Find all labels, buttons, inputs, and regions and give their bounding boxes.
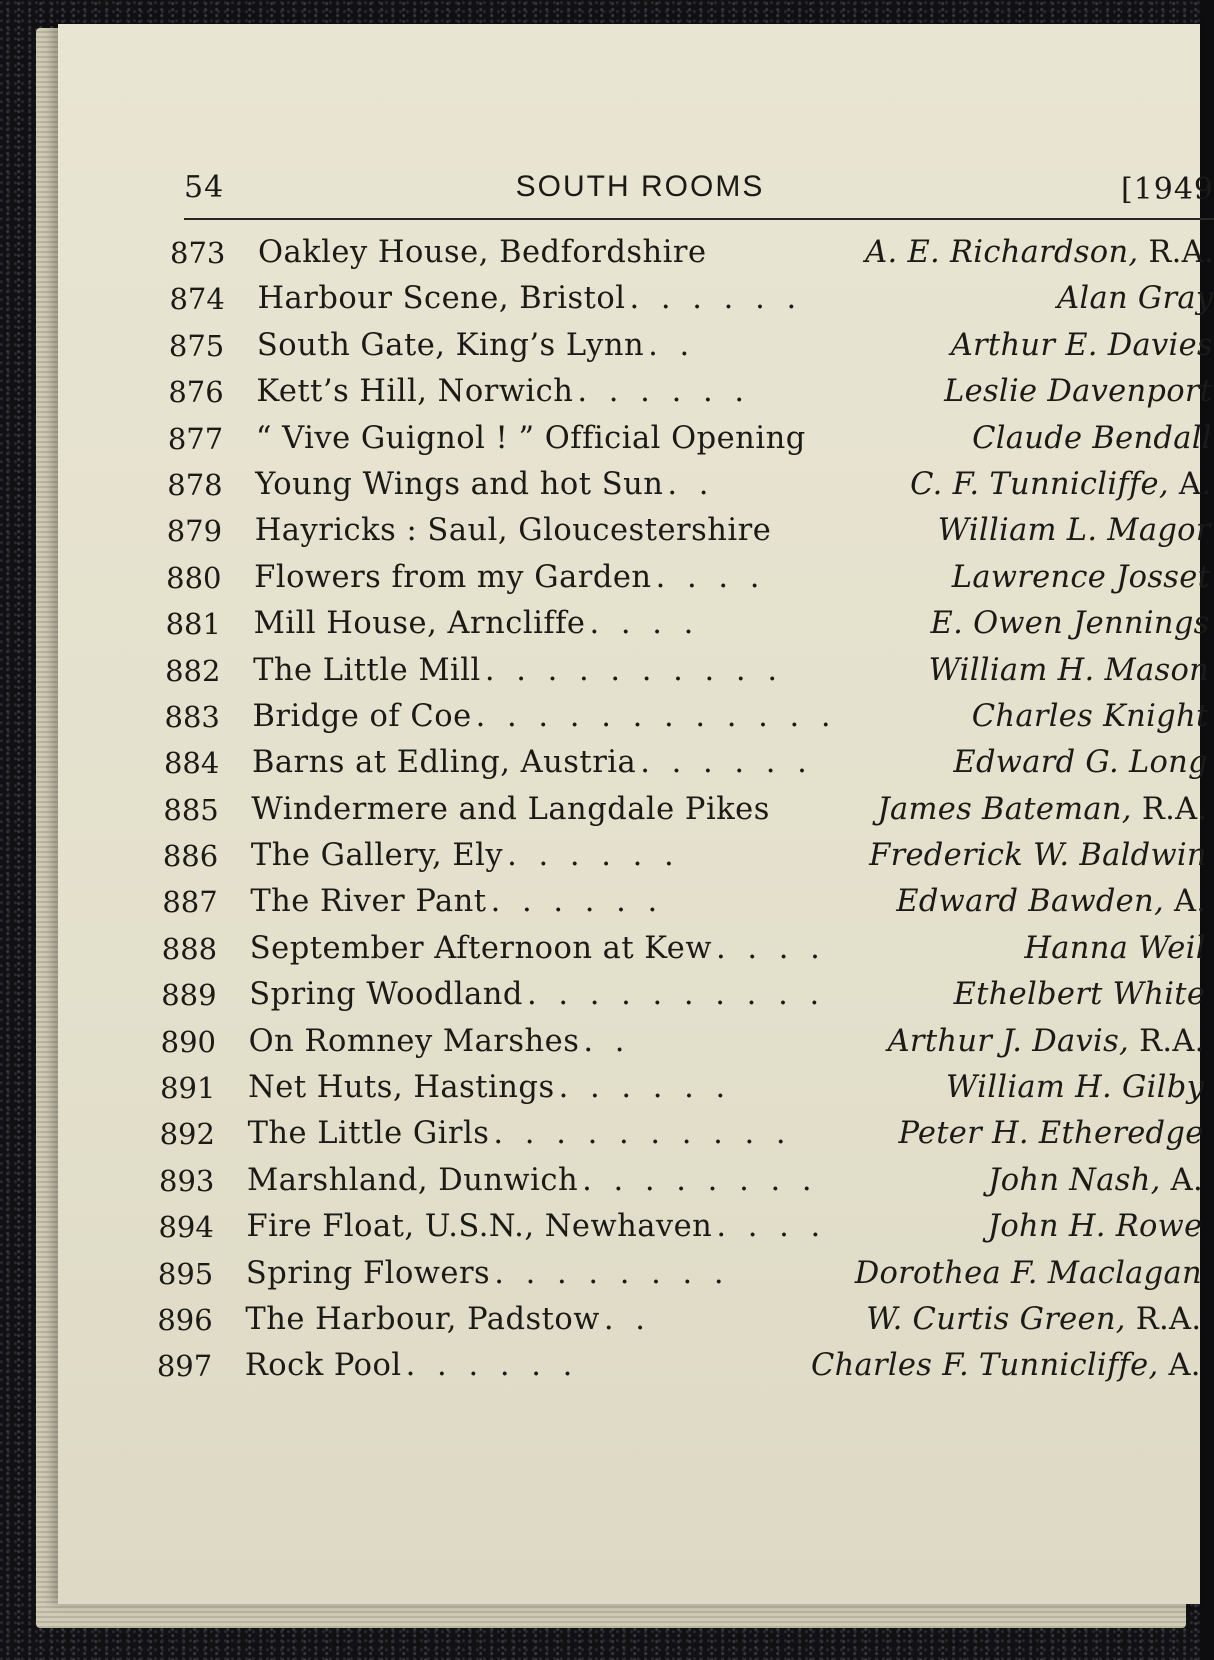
entry-artist <box>944 369 1212 415</box>
entry-artist-name: Ethelbert White <box>953 977 1206 1013</box>
entry-artist-name: Hanna Weil <box>1024 930 1206 966</box>
entry-artist-name: Lawrence Josset <box>951 559 1211 595</box>
catalogue-entry <box>160 1065 1204 1111</box>
entry-artist <box>946 1065 1204 1111</box>
entry-artist-name: James Bateman, <box>877 791 1132 827</box>
entry-leader-dots: . . . . <box>716 1209 827 1245</box>
entry-title-text: Barns at Edling, Austria <box>251 745 637 781</box>
catalogue-entry <box>164 740 1208 786</box>
catalogue-entry <box>158 1204 1202 1250</box>
entry-number: 880 <box>166 560 222 595</box>
entry-artist <box>954 972 1206 1018</box>
entry-title-text: Marshland, Dunwich <box>247 1162 579 1198</box>
entry-leader-dots: . . . . . . <box>405 1348 579 1384</box>
catalogue-entry <box>163 787 1207 833</box>
entry-leader-dots: . . . . . . . . . . . . <box>475 698 837 734</box>
entry-leader-dots: . . . . . . . . . . <box>526 977 826 1013</box>
entry-honour: A. <box>1173 884 1207 920</box>
catalogue-entry <box>170 230 1214 276</box>
entry-title-text: September Afternoon at Kew <box>249 930 712 966</box>
entry-title-text: Flowers from my Garden <box>254 559 652 595</box>
entry-number: 877 <box>167 421 224 456</box>
entry-artist-name: Alan Gray <box>1057 281 1214 317</box>
entry-title <box>247 1158 818 1204</box>
entry-leader-dots: . . . . <box>655 559 766 595</box>
entry-artist <box>855 1251 1202 1297</box>
entry-number: 895 <box>157 1256 214 1291</box>
entry-title-text: On Romney Marshes <box>248 1023 580 1059</box>
entry-title <box>258 230 711 276</box>
catalogue-entry <box>165 694 1209 740</box>
entry-honour: R.A. <box>1148 235 1214 270</box>
entry-title-text: The Harbour, Padstow <box>245 1301 600 1337</box>
catalogue-entry <box>169 276 1213 322</box>
entry-artist <box>898 1111 1203 1157</box>
entry-title-text: Hayricks : Saul, Gloucestershire <box>254 513 772 549</box>
entry-artist-name: Frederick W. Baldwin <box>869 838 1207 874</box>
entry-leader-dots: . . <box>603 1301 651 1337</box>
catalogue-entry <box>169 323 1213 369</box>
entry-title-text: Windermere and Langdale Pikes <box>251 791 770 827</box>
entry-number: 879 <box>166 514 223 549</box>
running-title: SOUTH ROOMS <box>515 170 765 203</box>
entry-number: 873 <box>170 236 226 270</box>
entry-leader-dots: . . . . . . . . <box>494 1255 730 1291</box>
entry-title <box>253 648 783 694</box>
entry-title <box>249 972 825 1018</box>
entry-number: 874 <box>169 282 225 317</box>
entry-title <box>257 276 802 322</box>
catalogue-entry <box>163 833 1207 879</box>
catalogue-entry <box>160 1111 1204 1157</box>
entry-artist-name: Dorothea F. Maclagan <box>854 1255 1202 1291</box>
entry-number: 888 <box>161 931 218 966</box>
entry-title-text: Bridge of Coe <box>252 698 472 734</box>
entry-artist-name: E. Owen Jennings <box>930 606 1210 642</box>
entry-honour: R.A. <box>1135 1301 1202 1337</box>
catalogue-entry <box>165 648 1209 694</box>
entry-artist-name: Edward Bawden, <box>896 884 1164 920</box>
entry-leader-dots: . . <box>667 466 715 502</box>
entry-number: 896 <box>157 1302 213 1337</box>
entry-artist-name: Charles F. Tunnicliffe, <box>810 1348 1159 1384</box>
entry-artist <box>865 230 1214 276</box>
entry-artist <box>953 740 1208 786</box>
entry-title <box>254 601 700 647</box>
entry-title <box>254 555 765 601</box>
catalogue-entry <box>161 972 1205 1018</box>
entry-honour: R.A. <box>1141 791 1208 827</box>
entry-title-text: Fire Float, U.S.N., Newhaven <box>246 1209 713 1245</box>
year-mark: [1949 <box>1120 172 1214 207</box>
entry-title-text: Oakley House, Bedfordshire <box>258 235 707 270</box>
entry-number: 884 <box>163 746 220 781</box>
entry-number: 886 <box>162 839 219 874</box>
entry-leader-dots: . . . . <box>589 606 700 642</box>
entry-title <box>256 369 750 415</box>
entry-artist <box>1057 276 1213 322</box>
entry-number: 882 <box>165 653 221 688</box>
entry-artist-name: C. F. Tunnicliffe, <box>910 466 1169 502</box>
entry-artist-name: Claude Bendall <box>972 420 1212 456</box>
catalogue-entry <box>158 1251 1202 1297</box>
entry-title-text: Kett’s Hill, Norwich <box>256 374 574 410</box>
entry-leader-dots: . . . . . . <box>577 374 751 410</box>
entry-artist <box>972 416 1212 462</box>
entry-artist-name: William H. Mason <box>928 652 1210 688</box>
entry-leader-dots: . . . . . . . . <box>582 1162 818 1198</box>
entry-artist-name: William H. Gilby <box>946 1070 1205 1106</box>
entry-artist-name: Peter H. Etheredge <box>898 1116 1204 1152</box>
entry-artist-name: A. E. Richardson, <box>865 235 1139 270</box>
entry-title <box>255 508 776 554</box>
entry-leader-dots: . . . . . . <box>490 884 664 920</box>
entry-title-text: The Little Girls <box>247 1116 490 1152</box>
entry-leader-dots: . . . . . . . . . . <box>493 1116 792 1152</box>
entry-artist-name: Arthur J. Davis, <box>887 1023 1130 1059</box>
entry-leader-dots: . . . . . . <box>558 1070 732 1106</box>
entry-number: 897 <box>156 1349 213 1384</box>
entry-leader-dots: . . . . <box>715 930 826 966</box>
entry-title <box>248 1065 731 1111</box>
entry-artist <box>988 1204 1203 1250</box>
catalogue-entry <box>162 879 1206 925</box>
entry-number: 876 <box>168 375 224 410</box>
catalogue-entry <box>161 1019 1205 1065</box>
entry-number: 887 <box>162 885 218 920</box>
entry-title <box>256 416 810 462</box>
entry-artist <box>878 787 1208 833</box>
entry-artist-name: Edward G. Long <box>953 745 1208 781</box>
entry-title <box>245 1297 651 1343</box>
entry-title <box>248 1111 792 1157</box>
entry-artist <box>888 1019 1205 1065</box>
entry-artist <box>938 508 1211 554</box>
entry-artist-name: Leslie Davenport <box>944 374 1213 410</box>
entry-artist <box>931 601 1210 647</box>
entry-title-text: Net Huts, Hastings <box>248 1070 555 1106</box>
entry-title-text: The Gallery, Ely <box>250 838 504 874</box>
page-number: 54 <box>184 170 225 205</box>
entry-title <box>255 462 714 508</box>
entry-artist <box>910 462 1211 508</box>
header-rule <box>184 218 1214 220</box>
entry-artist-name: William L. Magor <box>937 513 1211 549</box>
entry-title-text: Harbour Scene, Bristol <box>257 281 626 317</box>
entry-number: 892 <box>159 1117 215 1152</box>
entry-title <box>251 787 773 833</box>
page-header <box>184 170 1214 214</box>
catalogue-entry <box>162 926 1206 972</box>
entry-artist <box>811 1343 1201 1389</box>
entry-honour: A. <box>1178 466 1212 502</box>
entry-leader-dots: . . . . . . <box>507 838 680 874</box>
entry-honour: A. <box>1168 1348 1201 1384</box>
entry-artist <box>988 1158 1203 1204</box>
catalogue-list <box>156 230 1214 1390</box>
entry-title <box>245 1343 579 1389</box>
entry-artist <box>972 694 1209 740</box>
entry-title-text: Young Wings and hot Sun <box>255 466 664 502</box>
entry-number: 893 <box>159 1163 215 1198</box>
entry-title-text: South Gate, King’s Lynn <box>256 327 645 363</box>
entry-title-text: Spring Woodland <box>249 977 523 1013</box>
entry-honour: A. <box>1170 1162 1203 1198</box>
entry-title <box>251 833 680 879</box>
catalogue-entry <box>166 601 1210 647</box>
catalogue-entry <box>166 555 1210 601</box>
catalogue-entry <box>167 462 1211 508</box>
entry-title-text: The River Pant <box>250 884 487 920</box>
entry-title <box>257 323 695 369</box>
entry-number: 875 <box>168 328 225 363</box>
entry-artist-name: Arthur E. Davies <box>950 327 1213 363</box>
entry-artist-name: W. Curtis Green, <box>866 1301 1126 1337</box>
catalogue-entry <box>167 508 1211 554</box>
entry-title-text: “ Vive Guignol ! ” Official Opening <box>255 420 806 456</box>
entry-title <box>250 879 663 925</box>
entry-artist <box>952 555 1210 601</box>
catalogue-page <box>58 24 1214 1604</box>
entry-title <box>246 1204 826 1250</box>
entry-honour: R.A. <box>1139 1023 1205 1059</box>
entry-artist-name: John Nash, <box>988 1162 1161 1198</box>
entry-number: 889 <box>161 978 217 1013</box>
entry-title <box>249 1019 631 1065</box>
entry-leader-dots: . . <box>583 1023 631 1059</box>
entry-title-text: Mill House, Arncliffe <box>253 606 586 642</box>
entry-title-text: Rock Pool <box>244 1348 402 1384</box>
entry-artist-name: Charles Knight <box>971 698 1209 734</box>
entry-number: 891 <box>160 1071 216 1106</box>
catalogue-entry <box>157 1297 1201 1343</box>
entry-number: 878 <box>167 467 223 502</box>
catalogue-entry <box>168 416 1212 462</box>
entry-artist <box>951 323 1213 369</box>
entry-artist <box>896 879 1206 925</box>
entry-title <box>252 740 813 786</box>
entry-number: 883 <box>164 699 220 734</box>
entry-number: 881 <box>165 607 221 642</box>
entry-title <box>253 694 837 740</box>
entry-leader-dots: . . . . . . <box>629 281 803 317</box>
entry-leader-dots: . . . . . . <box>640 745 813 781</box>
catalogue-entry <box>157 1343 1201 1389</box>
entry-leader-dots: . . <box>648 327 696 363</box>
entry-artist <box>929 648 1210 694</box>
entry-title-text: Spring Flowers <box>245 1255 491 1291</box>
entry-title-text: The Little Mill <box>253 652 481 688</box>
entry-number: 890 <box>160 1024 217 1059</box>
entry-title <box>246 1251 730 1297</box>
entry-leader-dots: . . . . . . . . . . <box>484 652 784 688</box>
catalogue-entry <box>159 1158 1203 1204</box>
entry-number: 894 <box>158 1210 214 1245</box>
entry-title <box>250 926 826 972</box>
catalogue-entry <box>168 369 1212 415</box>
entry-number: 885 <box>163 792 219 827</box>
entry-artist <box>1024 926 1205 972</box>
entry-artist-name: John H. Rowe <box>987 1209 1203 1245</box>
entry-artist <box>866 1297 1201 1343</box>
entry-artist <box>869 833 1207 879</box>
